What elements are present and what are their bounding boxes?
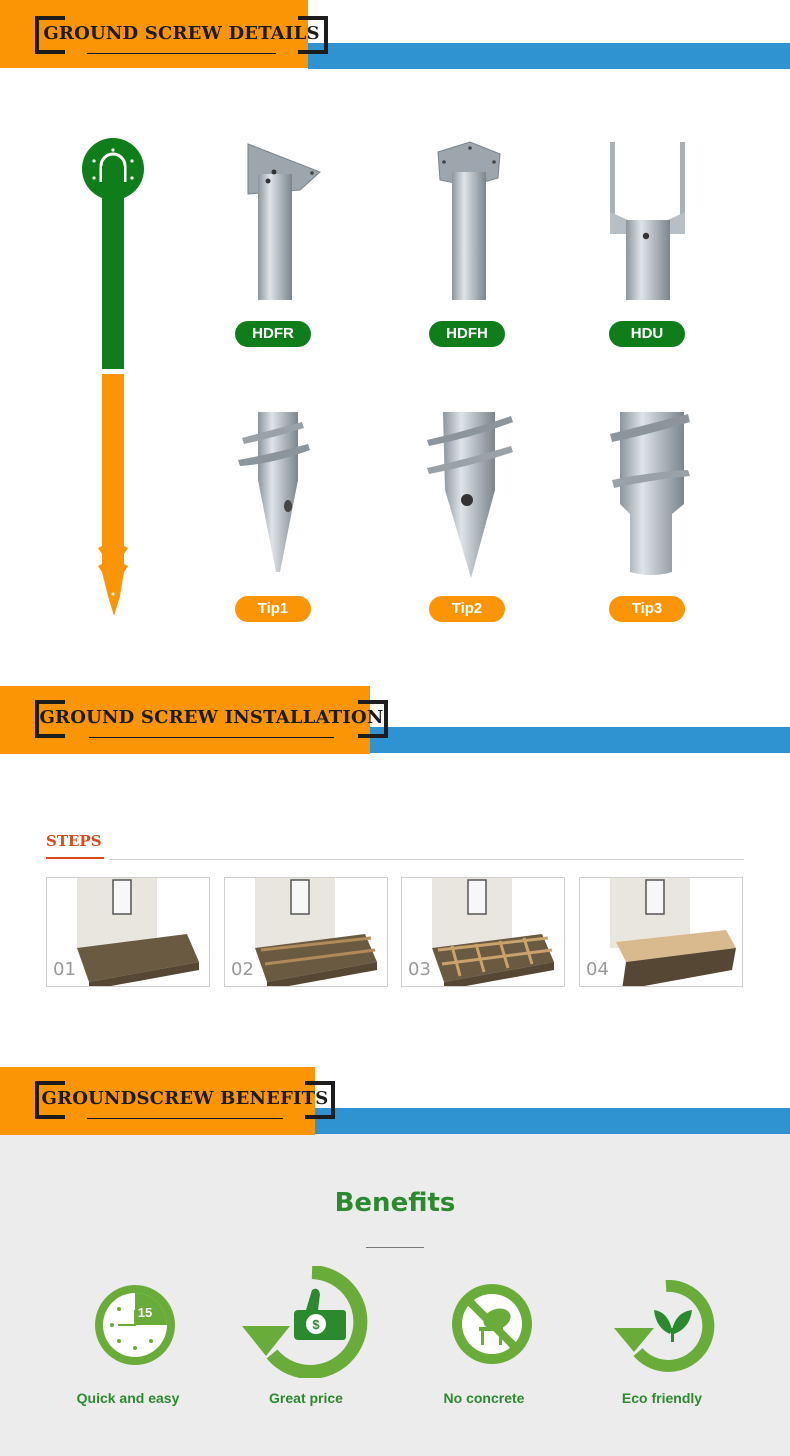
tip1-image: [232, 410, 322, 575]
benefit-label-price: Great price: [269, 1390, 343, 1406]
installation-banner-blue: [370, 727, 790, 753]
benefits-heading: Benefits: [334, 1188, 456, 1218]
tip2-image: [425, 410, 517, 580]
details-section-title: GROUND SCREW DETAILS: [43, 23, 320, 44]
screw-tip-shape: [98, 532, 128, 616]
benefit-label-quick: Quick and easy: [76, 1390, 180, 1406]
benefits-section-title: GROUNDSCREW BENEFITS: [41, 1088, 329, 1109]
steps-title-underline: [46, 857, 104, 859]
leaf-recycle-icon: [612, 1280, 716, 1372]
steps-title: STEPS: [46, 832, 102, 850]
step-number: 04: [586, 959, 609, 980]
details-banner-blue: [308, 43, 790, 69]
hdfh-pill: HDFH: [429, 321, 505, 347]
installation-title-frame: [35, 700, 388, 738]
step-number: 03: [408, 959, 431, 980]
step-number: 02: [231, 959, 254, 980]
benefits-banner-blue: [315, 1108, 790, 1134]
svg-text:15: 15: [137, 1305, 153, 1320]
step-card-4: [579, 877, 743, 987]
tip1-pill: Tip1: [235, 596, 311, 622]
tip2-pill: Tip2: [429, 596, 505, 622]
hdu-head-image: [606, 140, 692, 302]
tip3-image: [604, 410, 694, 578]
ground-screw-diagram: [80, 136, 150, 621]
step-number: 01: [53, 959, 76, 980]
thumbs-up-dollar-icon: [242, 1266, 370, 1378]
hdu-pill: HDU: [609, 321, 685, 347]
clock-15-icon: [92, 1282, 178, 1368]
benefit-label-concrete: No concrete: [443, 1390, 525, 1406]
tip3-pill: Tip3: [609, 596, 685, 622]
step-card-2: [224, 877, 388, 987]
steps-divider: [110, 859, 744, 860]
no-concrete-mixer-icon: [449, 1281, 535, 1367]
step-card-1: [46, 877, 210, 987]
benefits-title-frame: [35, 1081, 335, 1119]
hdfr-pill: HDFR: [235, 321, 311, 347]
hdfh-head-image: [430, 140, 510, 302]
hdfr-head-image: [238, 140, 328, 302]
details-title-frame: [35, 16, 328, 54]
benefits-heading-divider: [366, 1247, 424, 1248]
screw-upper-shaft: [102, 166, 124, 369]
benefit-label-eco: Eco friendly: [621, 1390, 703, 1406]
svg-text:$: $: [312, 1317, 320, 1332]
installation-section-title: GROUND SCREW INSTALLATION: [39, 707, 384, 728]
screw-lower-shaft: [102, 374, 124, 532]
step-card-3: [401, 877, 565, 987]
